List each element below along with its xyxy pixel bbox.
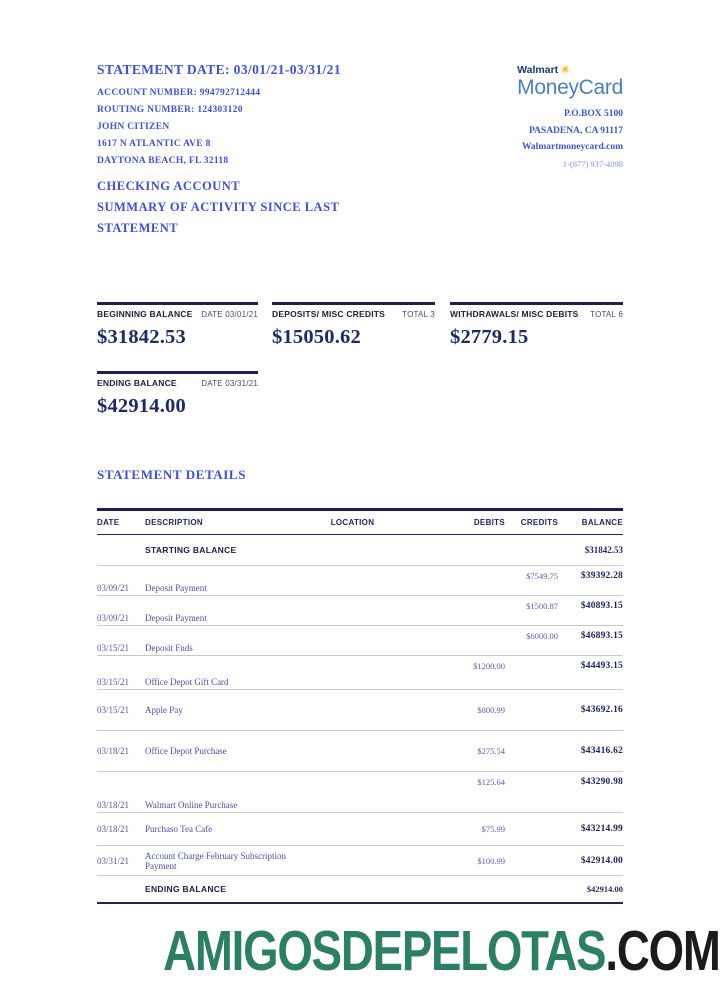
transaction-date: 03/15/21: [97, 643, 130, 653]
withdrawals-box: [450, 302, 623, 349]
col-balance: BALANCE: [581, 518, 623, 527]
transaction-date: 03/09/21: [97, 583, 130, 593]
brand-website: Walmartmoneycard.com: [521, 142, 623, 152]
transaction-credit: [505, 656, 558, 661]
transaction-debit: $100.99: [477, 855, 505, 866]
transaction-credit: [505, 772, 558, 777]
table-row: [97, 846, 623, 876]
ending-balance-row: [97, 876, 623, 904]
transaction-balance: $43290.98: [580, 777, 623, 787]
transaction-debit: $1200.00: [473, 661, 505, 671]
transaction-balance: $44493.15: [580, 661, 623, 671]
table-row: [97, 626, 623, 656]
transaction-date: 03/18/21: [97, 824, 130, 834]
col-date: DATE: [97, 518, 120, 527]
transaction-debit: $125.64: [477, 777, 505, 787]
brand-city: PASADENA, CA 91117: [528, 125, 623, 136]
transaction-date: 03/09/21: [97, 613, 130, 623]
address-line-2: DAYTONA BEACH, FL 32118: [97, 156, 229, 166]
table-row: [97, 656, 623, 690]
ending-balance-amount: $42914.00: [97, 395, 186, 417]
transactions-table: [97, 508, 623, 904]
transaction-description: Office Depot Gift Card: [145, 677, 229, 687]
deposits-total: TOTAL 3: [402, 310, 435, 319]
summary-row-1: [97, 302, 623, 349]
address-line-1: 1617 N ATLANTIC AVE 8: [97, 139, 211, 149]
transaction-debit: $800.99: [477, 705, 505, 715]
beginning-balance-label: BEGINNING BALANCE: [97, 309, 193, 319]
table-row: [97, 690, 623, 731]
transaction-credit: $6000.00: [526, 631, 558, 641]
starting-balance-value: $31842.53: [584, 545, 623, 555]
routing-number: ROUTING NUMBER: 124303120: [97, 105, 243, 115]
ending-balance-label: ENDING BALANCE: [97, 378, 177, 388]
brand-phone: 1-(877) 937-4098: [562, 158, 623, 169]
beginning-balance-date: DATE 03/01/21: [201, 310, 258, 319]
transaction-description: Office Depot Purchase: [145, 746, 227, 756]
ending-balance-row-value: $42914.00: [586, 884, 623, 894]
table-row: [97, 596, 623, 626]
transaction-description: Walmart Online Purchase: [145, 800, 238, 810]
watermark-dark-text: .COM: [605, 919, 720, 983]
table-row: [97, 731, 623, 772]
summary-row-2: [97, 371, 258, 418]
starting-balance-label: STARTING BALANCE: [145, 545, 237, 555]
deposits-label: DEPOSITS/ MISC CREDITS: [272, 309, 386, 319]
withdrawals-label: WITHDRAWALS/ MISC DEBITS: [450, 309, 579, 319]
walmart-wordmark: Walmart: [517, 64, 559, 76]
transaction-date: 03/18/21: [97, 800, 130, 810]
transaction-balance: $40893.15: [580, 601, 623, 611]
walmart-spark-icon: ✳: [561, 65, 570, 76]
statement-details-title: STATEMENT DETAILS: [97, 467, 247, 482]
transaction-debit: $75.99: [481, 824, 505, 834]
transaction-debit: [410, 566, 505, 571]
account-number: ACCOUNT NUMBER: 994792712444: [97, 88, 261, 98]
ending-balance-date: DATE 03/31/21: [201, 379, 258, 388]
moneycard-wordmark: MoneyCard: [517, 76, 623, 99]
table-row: [97, 772, 623, 813]
holder-name: JOHN CITIZEN: [97, 122, 170, 132]
watermark-green-text: AMIGOSDEPELOTAS: [163, 919, 606, 983]
brand-block: [403, 64, 623, 169]
transaction-debit: [410, 626, 505, 631]
transaction-debit: [410, 596, 505, 601]
withdrawals-total: TOTAL 6: [590, 310, 623, 319]
deposits-amount: $15050.62: [272, 326, 361, 348]
deposits-box: [272, 302, 435, 349]
transaction-description: Deposit Fnds: [145, 643, 193, 653]
table-row: [97, 813, 623, 846]
account-type: CHECKING ACCOUNT: [97, 179, 241, 193]
transaction-credit: $7549.75: [526, 571, 558, 581]
col-debits: DEBITS: [473, 518, 505, 527]
moneycard-logo: [517, 64, 623, 100]
beginning-balance-box: [97, 302, 258, 349]
withdrawals-amount: $2779.15: [450, 326, 529, 348]
beginning-balance-amount: $31842.53: [97, 326, 186, 348]
transaction-rows: [97, 566, 623, 876]
transaction-description: Account Charge February Subscription Payment: [145, 850, 287, 871]
transaction-balance: $43416.62: [580, 746, 623, 756]
transaction-date: 03/31/21: [97, 855, 130, 866]
site-watermark: [163, 918, 720, 984]
transaction-credit: $1500.87: [526, 601, 558, 611]
account-header: [97, 62, 341, 239]
starting-balance-row: [97, 535, 623, 566]
ending-balance-box: [97, 371, 258, 418]
transaction-date: 03/18/21: [97, 746, 130, 756]
transaction-debit: $275.54: [477, 746, 505, 756]
col-description: DESCRIPTION: [145, 518, 203, 527]
summary-heading-line1: SUMMARY OF ACTIVITY SINCE LAST: [97, 200, 340, 214]
transaction-balance: $43692.16: [580, 705, 623, 715]
summary-heading-line2: STATEMENT: [97, 221, 179, 235]
ending-balance-row-label: ENDING BALANCE: [145, 884, 227, 894]
transaction-balance: $46893.15: [580, 631, 623, 641]
transaction-description: Deposit Payment: [145, 613, 207, 623]
statement-date: STATEMENT DATE: 03/01/21-03/31/21: [97, 62, 341, 77]
transaction-description: Deposit Payment: [145, 583, 207, 593]
transaction-description: Apple Pay: [145, 705, 183, 715]
transaction-balance: $39392.28: [580, 571, 623, 581]
table-header-row: [97, 511, 623, 535]
table-row: [97, 566, 623, 596]
col-credits: CREDITS: [520, 518, 558, 527]
brand-po-box: P.O.BOX 5100: [563, 109, 623, 119]
transaction-balance: $42914.00: [580, 855, 623, 866]
transaction-description: Purchaso Tea Cafe: [145, 824, 213, 834]
transaction-date: 03/15/21: [97, 677, 130, 687]
transaction-date: 03/15/21: [97, 705, 130, 715]
col-location: LOCATION: [330, 518, 375, 527]
transaction-balance: $43214.99: [580, 824, 623, 834]
